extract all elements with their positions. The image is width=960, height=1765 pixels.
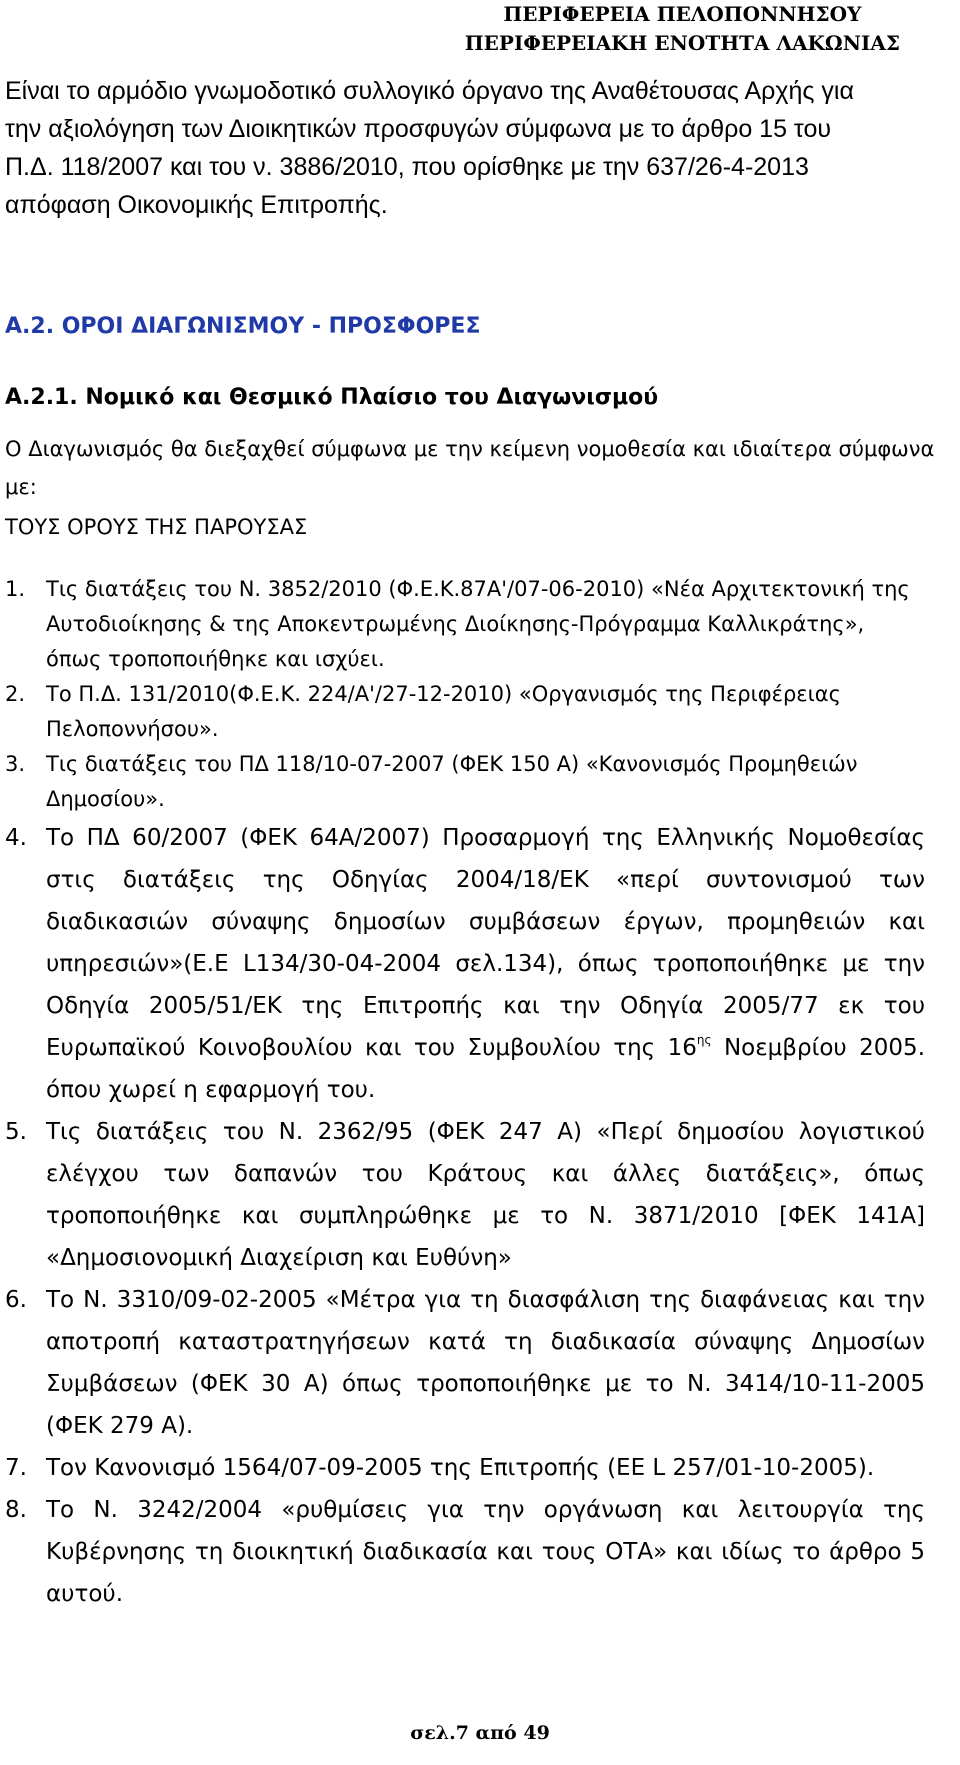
list-item	[5, 572, 925, 677]
intro-line: απόφαση Οικονομικής Επιτροπής.	[5, 191, 388, 219]
list-item	[5, 1447, 925, 1489]
subsection-heading: Α.2.1. Νομικό και Θεσμικό Πλαίσιο του Διαγωνισμού	[5, 385, 659, 410]
list-item	[5, 1489, 925, 1615]
terms-label: ΤΟΥΣ ΟΡΟΥΣ ΤΗΣ ΠΑΡΟΥΣΑΣ	[5, 515, 308, 539]
list-item	[5, 1111, 925, 1279]
intro-line: Π.Δ. 118/2007 και του ν. 3886/2010, που ορίσθηκε με την 637/26-4-2013	[5, 153, 809, 181]
legal-framework-list	[5, 572, 925, 1615]
item-number: 4.	[5, 825, 27, 851]
item-number: 1.	[5, 577, 26, 601]
page-number: σελ.7 από 49	[410, 1722, 550, 1744]
lead-paragraph: Ο Διαγωνισμός θα διεξαχθεί σύμφωνα με την κείμενη νομοθεσία και ιδιαίτερα σύμφωνα με:	[5, 437, 935, 499]
list-item	[5, 747, 925, 817]
item-number: 2.	[5, 682, 26, 706]
list-item	[5, 677, 925, 747]
intro-line: την αξιολόγηση των Διοικητικών προσφυγών σύμφωνα με το άρθρο 15 του	[5, 115, 832, 143]
intro-paragraph	[5, 72, 885, 224]
header-unit: ΠΕΡΙΦΕΡΕΙΑΚΗ ΕΝΟΤΗΤΑ ΛΑΚΩΝΙΑΣ	[464, 31, 900, 55]
item-number: 7.	[5, 1455, 27, 1481]
item-number: 8.	[5, 1497, 27, 1523]
item-number: 3.	[5, 752, 26, 776]
header-region: ΠΕΡΙΦΕΡΕΙΑ ΠΕΛΟΠΟΝΝΗΣΟΥ	[503, 2, 862, 26]
item-text: Τις διατάξεις του Ν. 3852/2010 (Φ.Ε.Κ.87Α'/07-06-2010) «Νέα Αρχιτεκτονική της Αυτοδιοίκησης & της Αποκεντρωμένης Διοίκησης-Πρόγραμμα Καλλικράτης», όπως τροποποιήθηκε και ισχύει.	[46, 577, 910, 671]
section-heading: Α.2. ΟΡΟΙ ΔΙΑΓΩΝΙΣΜΟΥ - ΠΡΟΣΦΟΡΕΣ	[5, 314, 481, 339]
item-text: Τις διατάξεις του ΠΔ 118/10-07-2007 (ΦΕΚ 150 Α) «Κανονισμός Προμηθειών Δημοσίου».	[46, 752, 858, 811]
item-text-continued: Νοεμβρίου 2005. όπου χωρεί η εφαρμογή του.	[46, 1035, 926, 1103]
item-text: Το ΠΔ 60/2007 (ΦΕΚ 64Α/2007) Προσαρμογή της Ελληνικής Νομοθεσίας στις διατάξεις της Οδηγίας 2004/18/ΕΚ «περί συντονισμού των διαδικασιών σύναψης δημοσίων συμβάσεων έργων, προμηθειών και υπηρεσιών»(Ε.Ε L134/30-04-2004 σελ.134), όπως τροποποιήθηκε με την Οδηγία 2005/51/ΕΚ της Επιτροπής και την Οδηγία 2005/77 εκ του Ευρωπαϊκού Κοινοβουλίου και του Συμβουλίου της 16	[46, 825, 925, 1061]
list-item	[5, 817, 925, 1111]
intro-line: Είναι το αρμόδιο γνωμοδοτικό συλλογικό όργανο της Αναθέτουσας Αρχής για	[5, 77, 854, 105]
item-text: Τις διατάξεις του Ν. 2362/95 (ΦΕΚ 247 Α) «Περί δημοσίου λογιστικού ελέγχου των δαπανών του Κράτους και άλλες διατάξεις», όπως τροποποιήθηκε και συμπληρώθηκε με το Ν. 3871/2010 [ΦΕΚ 141Α] «Δημοσιονομική Διαχείριση και Ευθύνη»	[46, 1119, 925, 1271]
list-item	[5, 1279, 925, 1447]
item-text: Το Π.Δ. 131/2010(Φ.Ε.Κ. 224/Α'/27-12-2010) «Οργανισμός της Περιφέρειας Πελοποννήσου».	[46, 682, 841, 741]
item-number: 6.	[5, 1287, 27, 1313]
item-text: Το Ν. 3242/2004 «ρυθμίσεις για την οργάνωση και λειτουργία της Κυβέρνησης τη διοικητική διαδικασία και τους ΟΤΑ» και ιδίως το άρθρο 5 αυτού.	[46, 1497, 925, 1607]
item-text: Τον Κανονισμό 1564/07-09-2005 της Επιτροπής (ΕΕ L 257/01-10-2005).	[46, 1455, 875, 1481]
item-number: 5.	[5, 1119, 27, 1145]
page-header	[465, 0, 900, 58]
item-text: Το Ν. 3310/09-02-2005 «Μέτρα για τη διασφάλιση της διαφάνειας και την αποτροπή καταστρατηγήσεων κατά τη διαδικασία σύναψης Δημοσίων Συμβάσεων (ΦΕΚ 30 Α) όπως τροποποιήθηκε με το Ν. 3414/10-11-2005 (ΦΕΚ 279 Α).	[46, 1287, 925, 1439]
ordinal-superscript: ης	[696, 1033, 712, 1047]
